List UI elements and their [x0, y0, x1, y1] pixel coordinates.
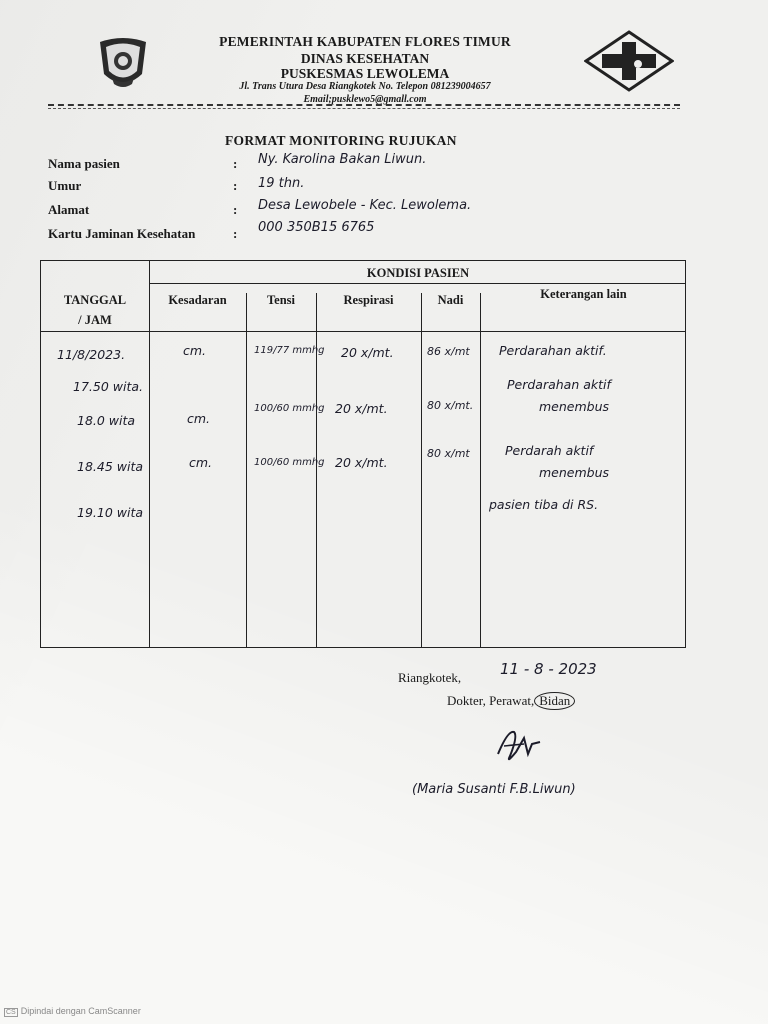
row-kesadaran: cm. [189, 455, 213, 470]
table-divider [421, 293, 422, 647]
role-bidan-circled: Bidan [534, 692, 575, 710]
header-divider-thin [48, 108, 680, 109]
colon: : [233, 202, 238, 217]
monitoring-table [40, 260, 686, 648]
form-title: FORMAT MONITORING RUJUKAN [225, 133, 457, 148]
row-keterangan: Perdarahan aktif [507, 377, 611, 392]
col-respirasi-header: Respirasi [343, 293, 394, 307]
row-respirasi: 20 x/mt. [335, 455, 388, 470]
table-divider [246, 293, 247, 647]
col-keterangan-header: Keterangan lain [540, 287, 627, 301]
row-respirasi: 20 x/mt. [341, 345, 394, 360]
patient-address-value: Desa Lewobele - Kec. Lewolema. [258, 198, 472, 213]
regency-emblem-icon [92, 34, 154, 92]
camscanner-badge: CS [6, 1009, 16, 1016]
row-time: 19.10 wita [77, 505, 144, 520]
table-divider [149, 261, 150, 647]
row-keterangan: pasien tiba di RS. [489, 497, 599, 512]
patient-age-label: Umur [48, 178, 82, 193]
colon: : [233, 226, 238, 241]
col-kesadaran-header: Kesadaran [168, 293, 227, 307]
header-clinic: PUSKESMAS LEWOLEMA [280, 66, 450, 81]
row-tensi: 100/60 mmhg [254, 403, 325, 414]
patient-age-value: 19 thn. [258, 176, 305, 191]
puskesmas-cross-icon [584, 30, 674, 92]
row-keterangan: Perdarah aktif [505, 443, 594, 458]
signer-name-text: Maria Susanti F.B.Liwun [417, 782, 571, 797]
header-government: PEMERINTAH KABUPATEN FLORES TIMUR [219, 34, 511, 49]
signature-date: 11 - 8 - 2023 [500, 660, 597, 678]
row-time: 18.0 wita [77, 413, 136, 428]
header-divider [48, 104, 680, 106]
row-time: 11/8/2023. [57, 347, 126, 362]
patient-address-label: Alamat [48, 202, 90, 217]
row-keterangan-cont: menembus [539, 465, 610, 480]
header-agency: DINAS KESEHATAN [300, 51, 430, 66]
row-time: 17.50 wita. [73, 379, 143, 394]
role-line [447, 692, 575, 710]
table-divider [480, 293, 481, 647]
colon: : [233, 156, 238, 171]
row-tensi: 100/60 mmhg [254, 457, 325, 468]
place-label: Riangkotek, [398, 670, 462, 685]
insurance-card-value: 000 350B15 6765 [258, 220, 375, 235]
row-time: 18.45 wita [77, 459, 144, 474]
row-keterangan-cont: menembus [539, 399, 610, 414]
scanner-text: Dipindai dengan CamScanner [20, 1006, 141, 1016]
header-email: Email;pusklewo5@gmall.com [303, 94, 427, 105]
row-kesadaran: cm. [183, 343, 207, 358]
col-tensi-header: Tensi [266, 293, 296, 307]
row-nadi: 80 x/mt. [427, 399, 474, 412]
col-date-header: TANGGAL [63, 293, 127, 307]
row-tensi: 119/77 mmhg [254, 345, 325, 356]
header-address: Jl. Trans Utura Desa Riangkotek No. Telepon 081239004657 [239, 81, 491, 92]
patient-name-value: Ny. Karolina Bakan Liwun. [258, 152, 427, 167]
signer-name: (Maria Susanti F.B.Liwun) [412, 782, 576, 797]
row-kesadaran: cm. [187, 411, 211, 426]
scanner-watermark [4, 1006, 141, 1017]
row-respirasi: 20 x/mt. [335, 401, 388, 416]
kondisi-pasien-header: KONDISI PASIEN [366, 266, 470, 280]
table-divider [149, 283, 685, 284]
insurance-card-label: Kartu Jaminan Kesehatan [48, 226, 196, 241]
col-nadi-header: Nadi [437, 293, 464, 307]
row-nadi: 86 x/mt [427, 345, 470, 358]
row-nadi: 80 x/mt [427, 447, 470, 460]
role-prefix: Dokter, Perawat, [447, 693, 535, 708]
col-time-header: / JAM [78, 313, 112, 327]
row-keterangan: Perdarahan aktif. [499, 343, 607, 358]
colon: : [233, 178, 238, 193]
patient-name-label: Nama pasien [48, 156, 120, 171]
table-divider [41, 331, 685, 332]
handwritten-signature [494, 724, 544, 768]
